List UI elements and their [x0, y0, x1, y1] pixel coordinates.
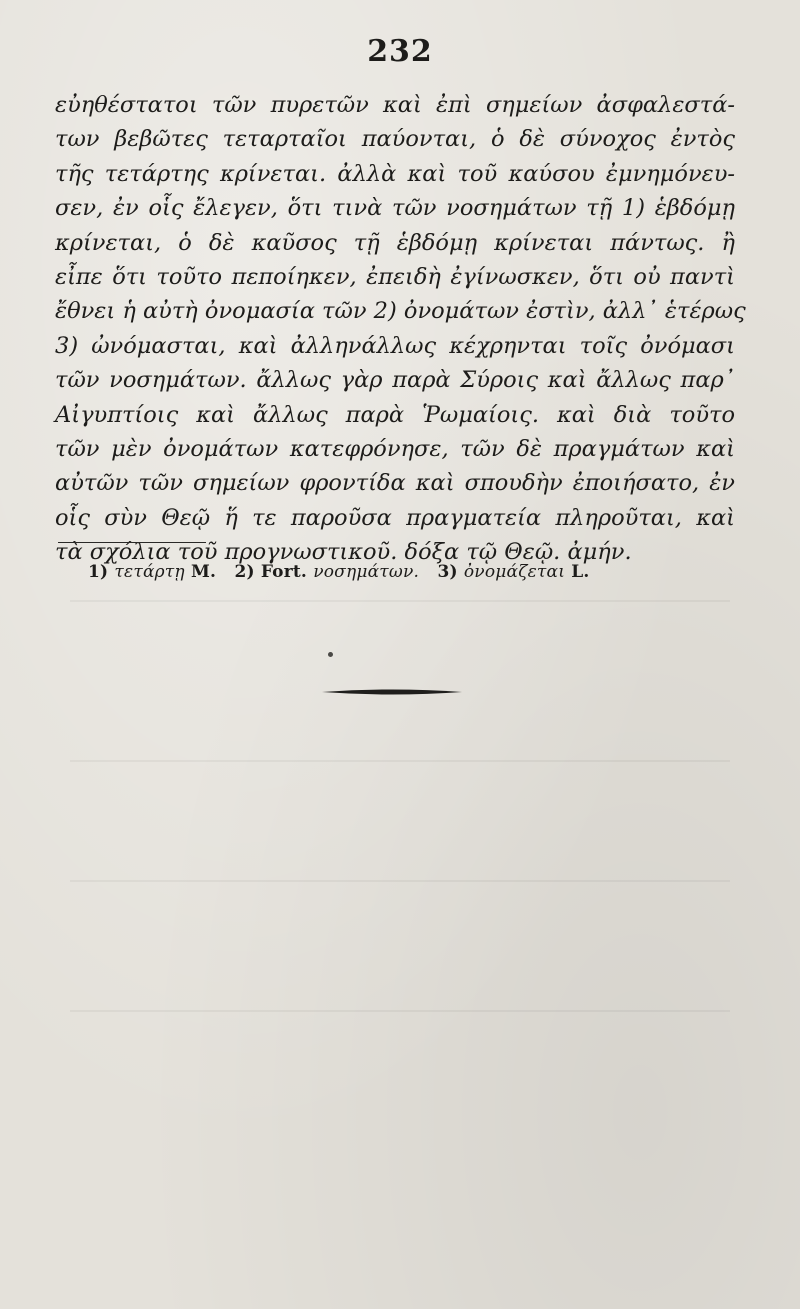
text-line: 3) ὠνόμασται, καὶ ἀλληνάλλως κέχρηνται τοῖς ὀνόμασι — [55, 332, 735, 359]
footnote-marker: 2) — [234, 562, 255, 582]
footnote-marker: 3) — [437, 562, 458, 582]
text-line: ἔθνει ἡ αὐτὴ ὀνομασία τῶν 2) ὀνομάτων ἐστὶν, ἀλλ᾽ ἑτέρως — [55, 298, 746, 325]
text-line: εἶπε ὅτι τοῦτο πεποίηκεν, ἐπειδὴ ἐγίνωσκεν, ὅτι οὐ παντὶ — [55, 263, 735, 290]
text-line: τῶν νοσημάτων. ἄλλως γὰρ παρὰ Σύροις καὶ ἄλλως παρ᾽ — [55, 367, 735, 394]
text-line: τῆς τετάρτης κρίνεται. ἀλλὰ καὶ τοῦ καύσου ἐμνημόνευ- — [55, 160, 735, 187]
bleed-through-shadow — [70, 600, 730, 602]
footnote-reading: ὀνομάζεται — [463, 562, 566, 582]
footnote-marker: 1) — [88, 562, 109, 582]
footnote-prefix: Fort. — [260, 562, 308, 582]
text-line: αὐτῶν τῶν σημείων φροντίδα καὶ σπουδὴν ἐποιήσατο, ἐν — [55, 470, 735, 497]
bleed-through-shadow — [70, 880, 730, 882]
footnotes — [88, 562, 590, 582]
text-line: των βεβῶτες τεταρταῖοι παύονται, ὁ δὲ σύνοχος ἐντὸς — [55, 126, 735, 153]
text-line: οἷς σὺν Θεῷ ἥ τε παροῦσα πραγματεία πληροῦται, καὶ — [55, 504, 735, 531]
bleed-through-shadow — [70, 760, 730, 762]
text-line: τὰ σχόλια τοῦ προγνωστικοῦ. δόξα τῷ Θεῷ. ἀμήν. — [55, 539, 632, 566]
bleed-through-shadow — [70, 1010, 730, 1012]
text-line: τῶν μὲν ὀνομάτων κατεφρόνησε, τῶν δὲ πραγμάτων καὶ — [55, 435, 735, 462]
text-line: σεν, ἐν οἷς ἔλεγεν, ὅτι τινὰ τῶν νοσημάτων τῇ 1) ἑβδόμῃ — [55, 195, 735, 222]
text-line: Αἰγυπτίοις καὶ ἄλλως παρὰ Ῥωμαίοις. καὶ διὰ τοῦτο — [55, 401, 735, 428]
footnote-reading: νοσημάτων. — [313, 562, 420, 582]
footnote-separator-rule — [58, 542, 206, 543]
page-number: 232 — [367, 34, 433, 69]
main-text-block — [55, 88, 746, 569]
text-line: εὐηθέστατοι τῶν πυρετῶν καὶ ἐπὶ σημείων ἀσφαλεστά- — [55, 92, 735, 118]
footnote-source: M. — [190, 562, 217, 582]
ink-speck — [328, 652, 333, 657]
footnote-reading: τετάρτῃ — [114, 562, 185, 582]
footnote-source: L. — [571, 562, 590, 582]
end-ornament-rule — [322, 688, 462, 696]
text-line: κρίνεται, ὁ δὲ καῦσος τῇ ἑβδόμῃ κρίνεται πάντως. ἢ — [55, 229, 735, 256]
